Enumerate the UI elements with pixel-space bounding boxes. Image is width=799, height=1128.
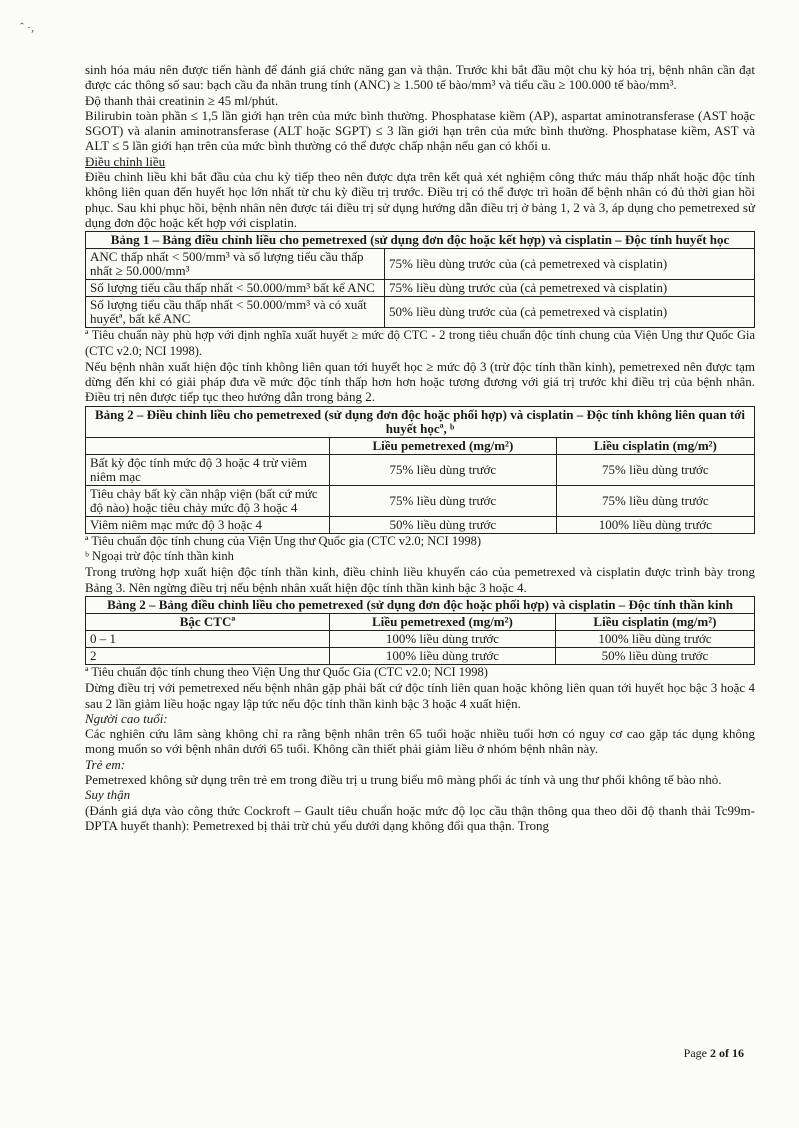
table-3 bbox=[85, 596, 755, 665]
table-cell: 100% liều dùng trước bbox=[330, 647, 556, 664]
children-text: Pemetrexed không sử dụng trên trẻ em trong điều trị u trung biểu mô màng phổi ác tính và ung thư phổi không tế bào nhỏ. bbox=[85, 772, 722, 788]
intro-paragraph: sinh hóa máu nên được tiến hành để đánh giá chức năng gan và thận. Trước khi bắt đầu một chu kỳ hóa trị, bệnh nhân cần đạt được các thông số sau: bạch cầu đa nhân trung tính (ANC) ≥ 1.500 tế bào/mm³ và tiểu cầu ≥ 100.000 tế bào/mm³. bbox=[85, 62, 755, 93]
dose-heading: Điều chỉnh liều bbox=[85, 153, 166, 169]
table-2-col-pemetrexed: Liều pemetrexed (mg/m²) bbox=[330, 437, 557, 454]
children-heading: Trẻ em: bbox=[85, 756, 126, 772]
table-1-footnote: ª Tiêu chuẩn này phù hợp với định nghĩa xuất huyết ≥ mức độ CTC - 2 trong tiêu chuẩn độc tính chung của Viện Ung thư Quốc Gia (CTC v2.0; NCI 1998). bbox=[85, 328, 755, 358]
table-cell: 50% liều dùng trước bbox=[330, 516, 557, 533]
table-row bbox=[86, 297, 755, 328]
table-row bbox=[86, 647, 755, 664]
table-3-col-pemetrexed: Liều pemetrexed (mg/m²) bbox=[330, 613, 556, 630]
page-number bbox=[684, 1046, 744, 1061]
table-cell: 100% liều dùng trước bbox=[330, 630, 556, 647]
page-prefix: Page bbox=[683, 1046, 707, 1060]
non-hematologic-paragraph: Nếu bệnh nhân xuất hiện độc tính không liên quan tới huyết học ≥ mức độ 3 (trừ độc tính thần kinh), pemetrexed nên được tạm dừng đến khi có giải pháp đưa về mức độc tính thấp hơn hơn hoặc tương đương với giá trị trước khi điều trị của bệnh nhân. Điều trị nên được tiếp tục theo hướng dẫn trong bảng 2. bbox=[85, 358, 755, 405]
table-cell: 100% liều dùng trước bbox=[556, 516, 754, 533]
dose-paragraph: Điều chỉnh liều khi bắt đầu của chu kỳ tiếp theo nên được dựa trên kết quả xét nghiệm công thức máu thấp nhất hoặc độc tính không liên quan đến huyết học lớn nhất từ chu kỳ điều trị trước. Điều trị có thể được trì hoãn để bệnh nhân có đủ thời gian hồi phục. Sau khi phục hồi, bệnh nhân nên được tái điều trị sử dụng hướng dẫn điều trị ở bảng 1, 2 và 3, áp dụng cho pemetrexed sử dụng đơn độc hoặc kết hợp với cisplatin. bbox=[85, 169, 755, 230]
table-cell: 75% liều dùng trước bbox=[556, 454, 754, 485]
table-2-footnote-b: ᵇ Ngoại trừ độc tính thần kinh bbox=[85, 549, 234, 564]
table-cell: 75% liều dùng trước bbox=[556, 485, 754, 516]
renal-heading: Suy thận bbox=[85, 787, 131, 803]
table-cell: 2 bbox=[86, 647, 330, 664]
table-cell: 50% liều dùng trước của (cả pemetrexed và cisplatin) bbox=[385, 297, 755, 328]
table-row bbox=[86, 630, 755, 647]
table-3-caption: Bảng 2 – Bảng điều chỉnh liều cho pemetrexed (sử dụng đơn độc hoặc phối hợp) và cisplatin – Độc tính thần kinh bbox=[86, 596, 755, 613]
table-row bbox=[86, 516, 755, 533]
table-cell: Tiêu chảy bất kỳ cần nhập viện (bất cứ mức độ nào) hoặc tiêu chảy mức độ 3 hoặc 4 bbox=[86, 485, 330, 516]
table-cell: Viêm niêm mạc mức độ 3 hoặc 4 bbox=[86, 516, 330, 533]
scan-mark: ˆ ·, bbox=[20, 20, 34, 34]
table-row bbox=[86, 454, 755, 485]
table-cell: Số lượng tiểu cầu thấp nhất < 50.000/mm³ và có xuất huyếtª, bất kể ANC bbox=[86, 297, 385, 328]
table-cell: Bất kỳ độc tính mức độ 3 hoặc 4 trừ viêm niêm mạc bbox=[86, 454, 330, 485]
table-row bbox=[86, 249, 755, 280]
page-count: 2 of 16 bbox=[710, 1046, 744, 1060]
neuro-paragraph: Trong trường hợp xuất hiện độc tính thần kinh, điều chỉnh liều khuyến cáo của pemetrexed và cisplatin được trình bày trong Bảng 3. Nên ngừng điều trị nếu bệnh nhân xuất hiện độc tính thần kinh bậc 3 hoặc 4. bbox=[85, 564, 755, 595]
table-cell: 100% liều dùng trước bbox=[555, 630, 754, 647]
table-2-caption: Bảng 2 – Điều chỉnh liều cho pemetrexed (sử dụng đơn độc hoặc phối hợp) và cisplatin – Độc tính không liên quan tới huyết họcª, ᵇ bbox=[86, 406, 755, 437]
table-cell: 0 – 1 bbox=[86, 630, 330, 647]
table-cell: Số lượng tiểu cầu thấp nhất < 50.000/mm³ bất kể ANC bbox=[86, 280, 385, 297]
table-3-col-grade: Bậc CTCª bbox=[86, 613, 330, 630]
table-2-footnote-a: ª Tiêu chuẩn độc tính chung của Viện Ung thư Quốc gia (CTC v2.0; NCI 1998) bbox=[85, 533, 482, 548]
table-1-caption: Bảng 1 – Bảng điều chỉnh liều cho pemetrexed (sử dụng đơn độc hoặc kết hợp) và cisplatin – Độc tính huyết học bbox=[86, 232, 755, 249]
table-row bbox=[86, 485, 755, 516]
table-header-empty bbox=[86, 437, 330, 454]
renal-text: (Đánh giá dựa vào công thức Cockroft – Gault tiêu chuẩn hoặc mức độ lọc cầu thận thông qua theo dõi độ thanh thải Tc99m-DPTA huyết thanh): Pemetrexed bị thải trừ chủ yếu dưới dạng không đổi qua thận. Trong bbox=[85, 802, 755, 833]
creatinine-line: Độ thanh thải creatinin ≥ 45 ml/phút. bbox=[85, 92, 279, 108]
table-cell: 75% liều dùng trước bbox=[330, 454, 557, 485]
bilirubin-paragraph: Bilirubin toàn phần ≤ 1,5 lần giới hạn trên của mức bình thường. Phosphatase kiềm (AP), aspartat aminotransferase (AST hoặc SGOT) và alanin aminotransferase (ALT hoặc SGPT) ≤ 3 lần giới hạn trên của mức bình thường. Phosphatase kiềm, AST và ALT ≤ 5 lần giới hạn trên của mức bình thường có thể được chấp nhận nếu gan có khối u. bbox=[85, 107, 755, 154]
table-cell: 75% liều dùng trước bbox=[330, 485, 557, 516]
discontinue-paragraph: Dừng điều trị với pemetrexed nếu bệnh nhân gặp phải bất cứ độc tính liên quan hoặc không liên quan tới huyết học bậc 3 hoặc 4 sau 2 lần giảm liều hoặc ngay lập tức nếu độc tính thần kinh bậc 3 hoặc 4 xuất hiện. bbox=[85, 680, 755, 711]
table-cell: 75% liều dùng trước của (cả pemetrexed và cisplatin) bbox=[385, 249, 755, 280]
table-cell: 50% liều dùng trước bbox=[555, 647, 754, 664]
elderly-text: Các nghiên cứu lâm sàng không chỉ ra rằng bệnh nhân trên 65 tuổi hoặc nhiều tuổi hơn có nguy cơ cao gặp tác dụng không mong muốn so với bệnh nhân dưới 65 tuổi. Không cần thiết phải giảm liều ở nhóm bệnh nhân này. bbox=[85, 726, 755, 757]
table-2 bbox=[85, 406, 755, 534]
table-2-col-cisplatin: Liều cisplatin (mg/m²) bbox=[556, 437, 754, 454]
table-1 bbox=[85, 231, 755, 328]
table-cell: 75% liều dùng trước của (cả pemetrexed và cisplatin) bbox=[385, 280, 755, 297]
document-page bbox=[85, 62, 755, 833]
table-3-col-cisplatin: Liều cisplatin (mg/m²) bbox=[555, 613, 754, 630]
table-cell: ANC thấp nhất < 500/mm³ và số lượng tiểu cầu thấp nhất ≥ 50.000/mm³ bbox=[86, 249, 385, 280]
table-3-footnote: ª Tiêu chuẩn độc tính chung theo Viện Ung thư Quốc Gia (CTC v2.0; NCI 1998) bbox=[85, 664, 488, 679]
table-row bbox=[86, 280, 755, 297]
elderly-heading: Người cao tuổi: bbox=[85, 710, 168, 726]
